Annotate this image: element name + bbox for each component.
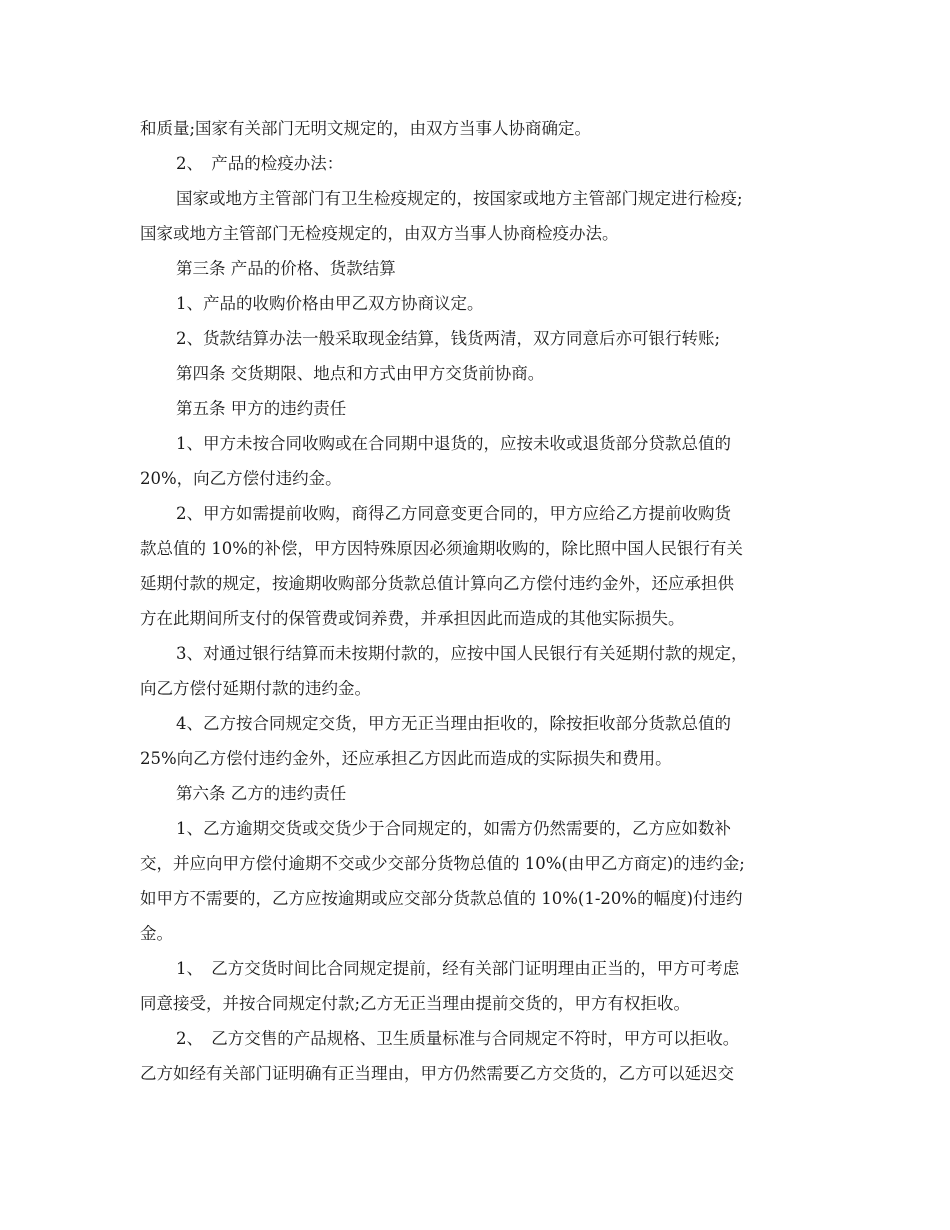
text-line: 2、货款结算办法一般采取现金结算，钱货两清，双方同意后亦可银行转账; bbox=[176, 329, 721, 348]
text-line: 金。 bbox=[140, 924, 173, 943]
text-line: 3、对通过银行结算而未按期付款的，应按中国人民银行有关延期付款的规定， bbox=[176, 644, 748, 663]
article-heading: 第四条 交货期限、地点和方式由甲方交货前协商。 bbox=[176, 364, 545, 383]
text-line: 交，并应向甲方偿付逾期不交或少交部分货物总值的 10%(由甲乙方商定)的违约金; bbox=[140, 854, 745, 873]
text-line: 方在此期间所支付的保管费或饲养费，并承担因此而造成的其他实际损失。 bbox=[140, 609, 685, 628]
text-line: 如甲方不需要的，乙方应按逾期或应交部分货款总值的 10%(1-20%的幅度)付违约 bbox=[140, 889, 743, 908]
text-line: 延期付款的规定，按逾期收购部分货款总值计算向乙方偿付违约金外，还应承担供 bbox=[140, 574, 734, 593]
article-heading: 第五条 甲方的违约责任 bbox=[176, 399, 347, 418]
text-line: 和质量;国家有关部门无明文规定的，由双方当事人协商确定。 bbox=[140, 119, 592, 138]
text-line: 乙方如经有关部门证明确有正当理由，甲方仍然需要乙方交货的，乙方可以延迟交 bbox=[140, 1064, 734, 1083]
article-heading: 第六条 乙方的违约责任 bbox=[176, 784, 347, 803]
text-line: 1、乙方逾期交货或交货少于合同规定的，如需方仍然需要的，乙方应如数补 bbox=[176, 819, 731, 838]
text-line: 同意接受，并按合同规定付款;乙方无正当理由提前交货的，甲方有权拒收。 bbox=[140, 994, 691, 1013]
text-line: 20%，向乙方偿付违约金。 bbox=[140, 469, 342, 488]
article-heading: 第三条 产品的价格、货款结算 bbox=[176, 259, 396, 278]
text-line: 1、产品的收购价格由甲乙双方协商议定。 bbox=[176, 294, 484, 313]
text-line: 1、 乙方交货时间比合同规定提前，经有关部门证明理由正当的，甲方可考虑 bbox=[176, 959, 740, 978]
text-line: 国家或地方主管部门无检疫规定的，由双方当事人协商检疫办法。 bbox=[140, 224, 619, 243]
text-line: 2、甲方如需提前收购，商得乙方同意变更合同的，甲方应给乙方提前收购货 bbox=[176, 504, 731, 523]
text-line: 2、 乙方交售的产品规格、卫生质量标准与合同规定不符时，甲方可以拒收。 bbox=[176, 1029, 740, 1048]
text-line: 向乙方偿付延期付款的违约金。 bbox=[140, 679, 371, 698]
text-line: 1、甲方未按合同收购或在合同期中退货的，应按未收或退货部分贷款总值的 bbox=[176, 434, 731, 453]
text-line: 2、 产品的检疫办法： bbox=[176, 154, 344, 173]
text-line: 款总值的 10%的补偿，甲方因特殊原因必须逾期收购的，除比照中国人民银行有关 bbox=[140, 539, 743, 558]
text-line: 4、乙方按合同规定交货，甲方无正当理由拒收的，除按拒收部分货款总值的 bbox=[176, 714, 731, 733]
text-line: 25%向乙方偿付违约金外，还应承担乙方因此而造成的实际损失和费用。 bbox=[140, 749, 672, 768]
text-line: 国家或地方主管部门有卫生检疫规定的，按国家或地方主管部门规定进行检疫; bbox=[176, 189, 743, 208]
